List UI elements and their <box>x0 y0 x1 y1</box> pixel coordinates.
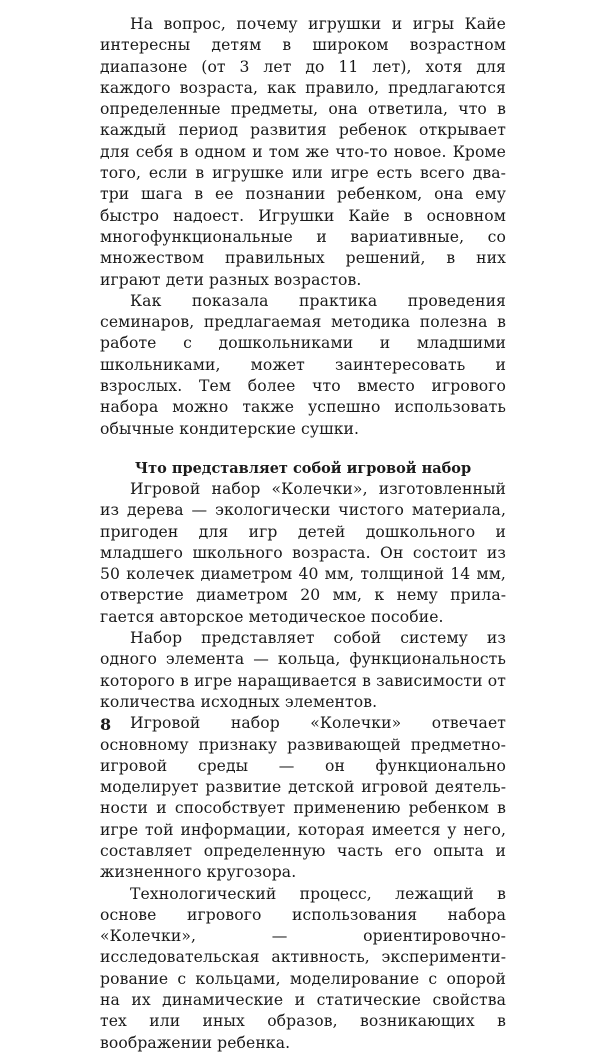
paragraph-kaye-toys: На вопрос, почему игрушки и игры Кайе интересны детям в широком возрастном диапазоне (от 3 лет до 11 лет), хотя для каждого возраста, как правило, предлагаются определенные предметы, она ответила, что в каждый период развития ребенок открывает для себя в одном и том же что-то новое. Кроме того, если в игрушке или игре есть всего два-три шага в ее познании ребенком, она ему быстро надоест. Игрушки Кайе в основном многофункциональные и вариативные, со множеством правильных решений, в них играют дети разных возрастов. <box>100 15 506 289</box>
paragraph-seminar-practice: Как показала практика проведения семинаров, предлагаемая методика полезна в работе с дошкольниками и младшими школьниками, может заинтересовать и взрослых. Тем более что вместо игрового набора можно также успешно использовать обычные кондитерские сушки. <box>100 291 506 438</box>
section-heading: Что представляет собой игровой набор <box>134 459 472 477</box>
page-number: 8 <box>100 715 112 734</box>
book-page <box>100 14 506 1054</box>
paragraph-technological-process: Технологический процесс, лежащий в основе игрового использования набора «Колечки», — ориентировочно-исследовательская активность, экспериментирование с кольцами, моделирование с опорой на их динамические и статические свойства тех или иных образов, возникающих в воображении ребенка. <box>100 884 506 1052</box>
paragraph-kit-description: Игровой набор «Колечки», изготовленный из дерева — экологически чистого материала, пригоден для игр детей дошкольного и младшего школьного возраста. Он состоит из 50 колечек диаметром 40 мм, толщиной 14 мм, отверстие диаметром 20 мм, к нему прилагается авторское методическое пособие. <box>100 479 506 626</box>
paragraph-developing-environment: Игровой набор «Колечки» отвечает основному признаку развивающей предметно-игровой среды — он функционально моделирует развитие детской игровой деятельности и способствует применению ребенком в игре той информации, которая имеется у него, составляет определенную часть его опыта и жизненного кругозора. <box>100 714 506 882</box>
paragraph-kit-system: Набор представляет собой систему из одного элемента — кольца, функциональность которого в игре наращивается в зависимости от количества исходных элементов. <box>100 629 506 711</box>
